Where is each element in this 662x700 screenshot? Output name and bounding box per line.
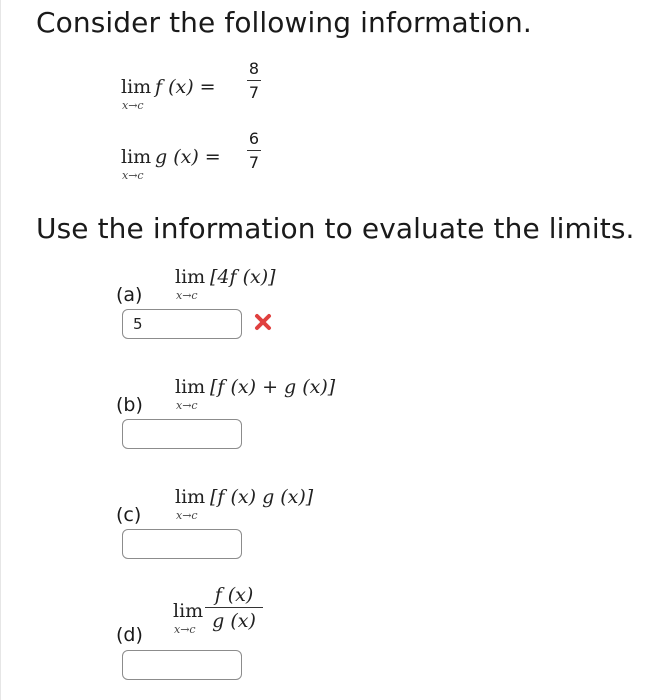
part-b-answer-input[interactable]	[122, 419, 242, 449]
part-d-limit	[173, 600, 204, 636]
lim-subscript: x→c	[122, 99, 144, 112]
lim-subscript: x→c	[176, 509, 198, 522]
given-g-denominator: 7	[248, 153, 260, 172]
given-f-expression: f (x) =	[155, 76, 216, 98]
x-mark-icon	[254, 313, 272, 331]
part-c-label: (c)	[116, 504, 142, 526]
lim-operator: lim	[173, 600, 204, 622]
given-f-denominator: 7	[248, 83, 260, 102]
part-d-quotient	[205, 584, 263, 632]
given-f-value	[245, 60, 263, 102]
part-a-label: (a)	[116, 284, 143, 306]
part-c-limit	[175, 486, 206, 522]
lim-operator: lim	[175, 376, 206, 398]
given-g-numerator: 6	[248, 129, 260, 148]
lim-operator: lim	[121, 146, 152, 168]
fraction-bar	[247, 80, 261, 81]
part-a-limit	[175, 266, 206, 302]
given-limit-g	[121, 146, 152, 182]
part-d-answer-input[interactable]	[122, 650, 242, 680]
given-limit-f	[121, 76, 152, 112]
lim-subscript: x→c	[122, 169, 144, 182]
lim-subscript: x→c	[176, 289, 198, 302]
lim-operator: lim	[175, 486, 206, 508]
lim-operator: lim	[175, 266, 206, 288]
part-c-answer-input[interactable]	[122, 529, 242, 559]
part-a-answer-input[interactable]: 5	[122, 309, 242, 339]
part-d-label: (d)	[116, 624, 143, 646]
instructions: Use the information to evaluate the limits.	[36, 212, 635, 245]
part-c-expression: [f (x) g (x)]	[210, 486, 314, 508]
part-d-numerator: f (x)	[214, 584, 254, 606]
fraction-bar	[205, 607, 263, 608]
part-b-expression: [f (x) + g (x)]	[210, 376, 336, 398]
left-border	[0, 0, 1, 700]
lim-subscript: x→c	[174, 623, 196, 636]
given-g-expression: g (x) =	[155, 146, 221, 168]
given-g-value	[245, 130, 263, 172]
part-b-label: (b)	[116, 394, 143, 416]
given-f-numerator: 8	[248, 59, 260, 78]
lim-operator: lim	[121, 76, 152, 98]
fraction-bar	[247, 150, 261, 151]
part-b-limit	[175, 376, 206, 412]
part-d-denominator: g (x)	[212, 610, 256, 632]
part-a-expression: [4f (x)]	[210, 266, 276, 288]
question-heading: Consider the following information.	[36, 6, 532, 39]
lim-subscript: x→c	[176, 399, 198, 412]
